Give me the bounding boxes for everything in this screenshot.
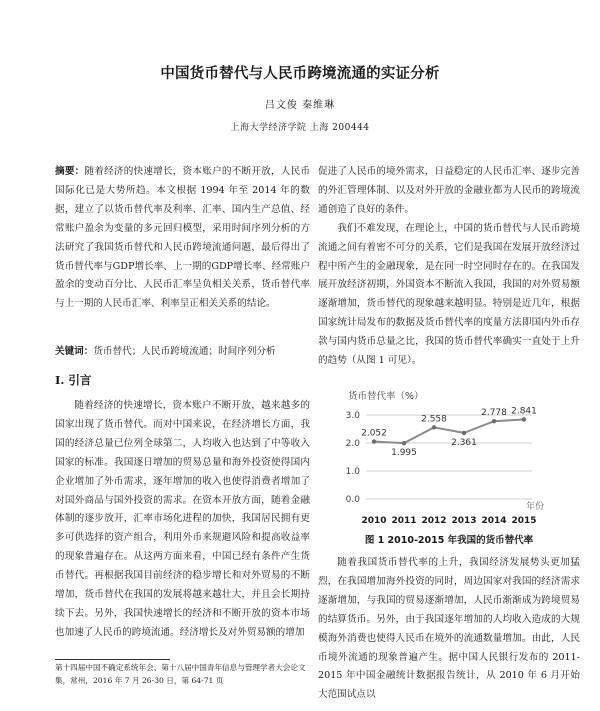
abstract-text: 随着经济的快速增长，资本账户的不断开放，人民币国际化已是大势所趋。本文根据 1994 年至 2014 年的数据，建立了以货币替代率及利率、汇率、国内生产总值、经常账户盈余为变量的多元回归模型，采用时间序列分析的方法研究了我国货币替代和人民币跨境流通问题，最后得出了货币替代率与GDP增长率、上一期的GDP增长率、经常账户盈余的变动百分比、人民币汇率呈负相关关系，货币替代率与上一期的人民币汇率、利率呈正相关关系的结论。 [55,166,311,310]
chart-caption: 图 1 2010-2015 年我国的货币替代率 [364,535,534,546]
keywords-text: 货币替代；人民币跨境流通；时间序列分析 [93,346,276,357]
right-paragraph-1: 促进了人民币的境外需求，日益稳定的人民币汇率、逐步完善的外汇管理体制、以及对外开放的金融业都为人民币的跨境流通创造了良好的条件。 [318,166,580,215]
chart-value-label: 2.841 [511,406,537,417]
chart-data-point [462,431,466,435]
section-heading-introduction: I. 引言 [55,373,92,387]
chart-data-point [402,441,406,445]
chart-y-axis-label: 货币替代率（%） [348,391,424,402]
chart-value-label: 1.995 [391,448,417,459]
footnote-rule [55,659,170,660]
intro-paragraph: 随着经济的快速增长，资本账户不断开放，越来越多的国家出现了货币替代。而对中国来说，在经济增长方面，我国的经济总量已位列全球第二，人均收入也达到了中等收入国家的标准。我国逐日增加的贸易总量和海外投资使得国内企业增加了外币需求，逐年增加的收入也使得消费者增加了对国外商品与国外投资的需求。在资本开放方面，随着金融体制的逐步放开，汇率市场化进程的加快，我国居民拥有更多可供选择的资产组合，利用外币来规避风险和提高收益率的现象普遍存在。从这两方面来看，中国已经有条件产生货币替代。再根据我国目前经济的稳步增长和对外贸易的不断增加，货币替代在我国的发展将越来越壮大，并且会长期持续下去。另外，我国快速增长的经济和不断开放的资本市场也加速了人民币的跨境流通。经济增长及对外贸易额的增加 [55,400,310,638]
right-paragraph-3: 随着我国货币替代率的上升，我国经济发展势头更加猛烈，在我国增加海外投资的同时，周边国家对我国的经济需求逐渐增加，与我国的贸易逐渐增加，人民币渐渐成为跨境贸易的结算货币。另外，由于我国逐年增加的人均收入造成的大规模海外消费也使得人民币在境外的流通数量增加。由此，人民币境外流通的现象普遍产生。据中国人民银行发布的 2011-2015 年中国金融统计数据报告统计，从 2010 年 6 月开始大范围试点以 [318,557,580,701]
chart-x-tick-label: 2015 [511,516,537,526]
chart-value-labels [361,406,537,458]
paper-affiliation: 上海大学经济学院 上海 200444 [230,123,370,133]
chart-x-tick-label: 2013 [451,516,477,526]
figure-1-chart [318,385,580,555]
chart-y-ticks [346,411,361,505]
chart-value-label: 2.778 [481,408,507,419]
footnote: 第十四届中国不确定系统年会、第十八届中国青年信息与管理学者大会论文集，常州，2016 年 7 月 26-30 日，第 64-71 页 [55,663,306,685]
introduction-body [55,397,310,643]
chart-x-tick-label: 2010 [361,516,387,526]
chart-data-point [522,417,526,421]
chart-data-point [492,419,496,423]
right-column-bottom [318,554,580,705]
chart-y-tick-label: 2.0 [345,439,360,449]
keywords-block [55,343,310,362]
paper-authors: 吕文俊 秦维琳 [264,100,336,111]
chart-data-point [372,439,376,443]
paper-title: 中国货币替代与人民币跨境流通的实证分析 [160,66,440,82]
right-paragraph-2: 我们不难发现，在理论上，中国的货币替代与人民币跨境流通之间有着密不可分的关系，它们是我国在发展开放经济过程中所产生的金融现象，是在同一时空同时存在的。在我国发展开放经济初期，外国资本不断流入我国，我国的对外贸易额逐渐增加，货币替代的现象越来越明显。特别是近几年，根据国家统计局发布的数据及货币替代率的度量方法即国内外币存款与国内货币总量之比，我国的货币替代率确实一直处于上升的趋势（从图 1 可见）。 [318,222,580,367]
chart-x-tick-label: 2012 [421,516,447,526]
chart-y-tick-label: 1.0 [345,467,360,477]
chart-value-label: 2.558 [421,414,447,425]
abstract-block [55,163,310,314]
chart-x-ticks [361,516,536,526]
chart-x-tick-label: 2014 [481,516,507,526]
keywords-label: 关键词： [55,346,94,357]
chart-value-label: 2.361 [451,437,477,448]
abstract-label: 摘要： [55,166,85,177]
chart-data-point [432,425,436,429]
chart-x-axis-label: 年份 [526,502,545,512]
chart-y-tick-label: 0.0 [345,495,360,505]
right-column-top [318,163,580,371]
chart-value-label: 2.052 [361,428,387,439]
chart-y-tick-label: 3.0 [345,411,360,421]
chart-series-line [374,419,524,443]
chart-x-tick-label: 2011 [391,516,417,526]
